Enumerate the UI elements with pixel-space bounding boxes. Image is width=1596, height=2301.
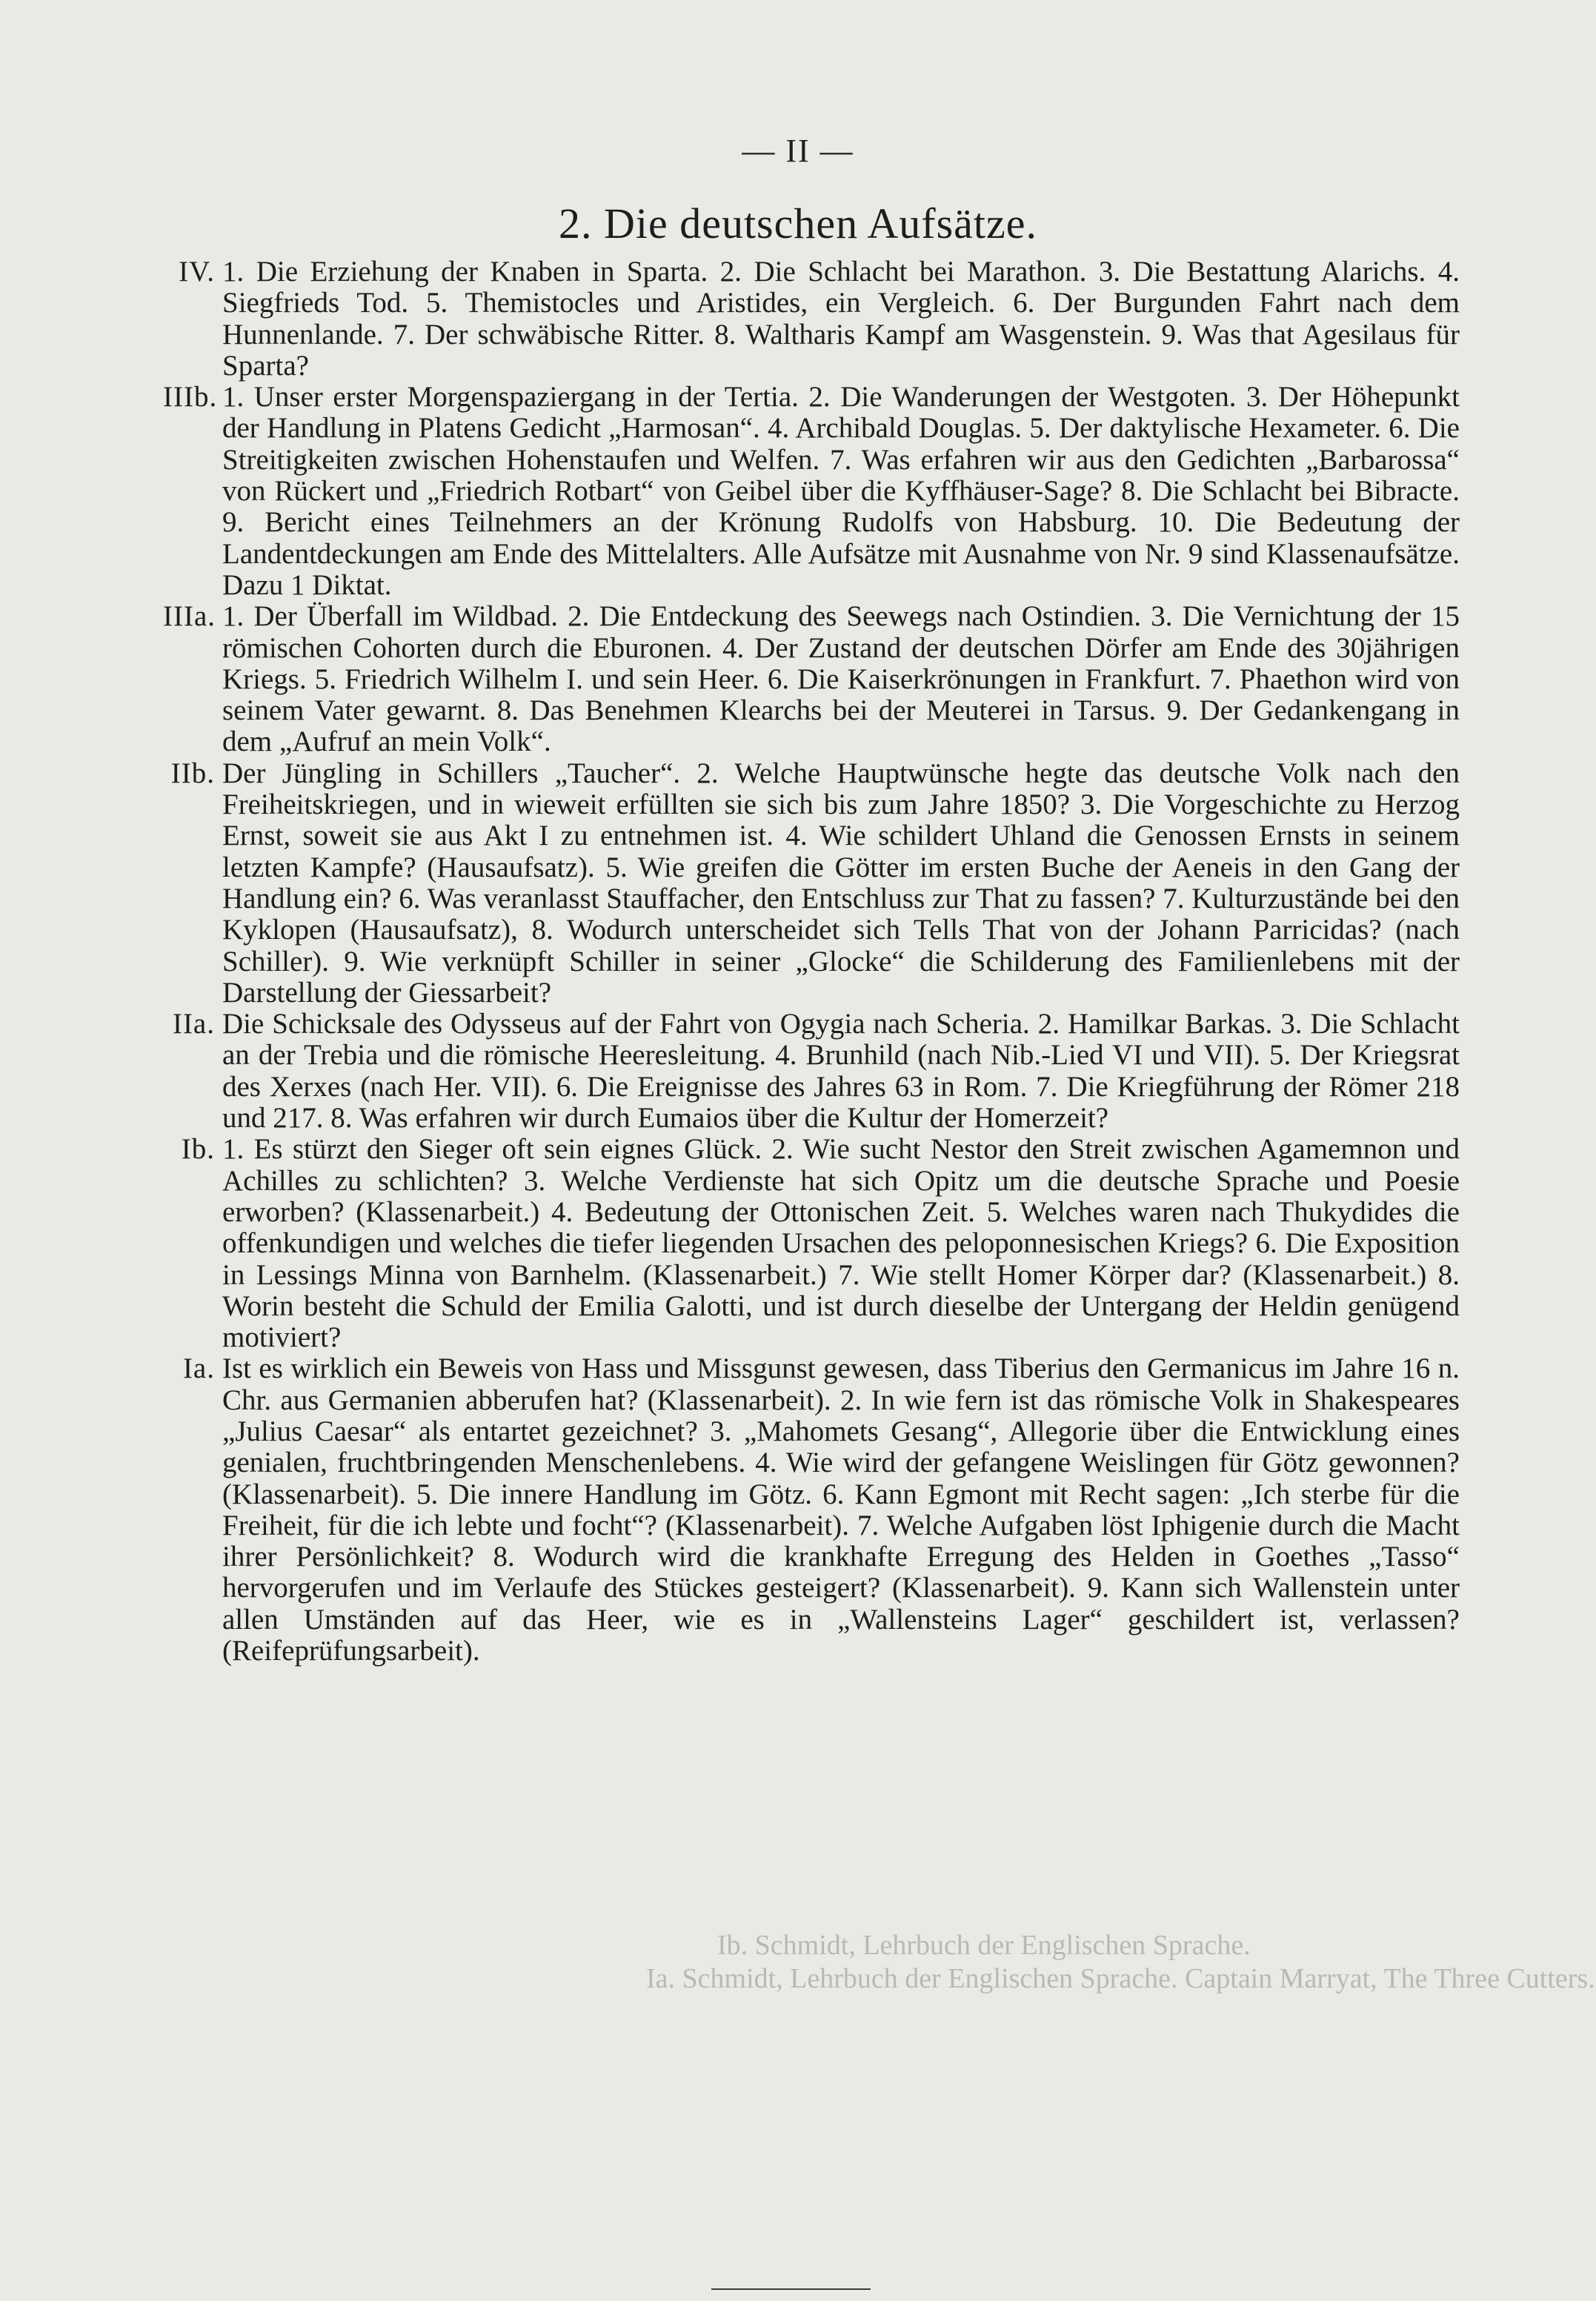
grade-label: Ia. [182, 1352, 215, 1385]
grade-label: IIa. [172, 1008, 215, 1040]
essay-list [163, 256, 1460, 1667]
grade-label: IV. [179, 256, 215, 288]
bleed-through-text-1: Ib. Schmidt, Lehrbuch der Englischen Sprache. [717, 1930, 1251, 1961]
section-title: 2. Die deutschen Aufsätze. [558, 199, 1038, 248]
closing-rule [711, 2288, 871, 2290]
entry-iv [167, 256, 1460, 382]
entry-iib [167, 758, 1460, 1009]
entry-iiib [163, 381, 1460, 601]
entry-text: Die Schicksale des Odysseus auf der Fahrt von Ogygia nach Scheria. 2. Hamilkar Barkas. 3. Die Schlacht an der Trebia und die römische Heeresleitung. 4. Brunhild (nach Nib.-Lied VI und VII). 5. Der Kriegsrat des Xerxes (nach Her. VII). 6. Die Ereignisse des Jahres 63 in Rom. 7. Die Kriegführung der Römer 218 und 217. 8. Was erfahren wir durch Eumaios über die Kultur der Homerzeit? [222, 1008, 1460, 1135]
entry-text: 1. Es stürzt den Sieger oft sein eignes Glück. 2. Wie sucht Nestor den Streit zwischen Agamemnon und Achilles zu schlichten? 3. Welche Verdienste hat sich Opitz um die deutsche Sprache und Poesie erworben? (Klassenarbeit.) 4. Bedeutung der Ottonischen Zeit. 5. Welches waren nach Thukydides die offenkundigen und welches die tiefer liegenden Ursachen des peloponnesischen Kriegs? 6. Die Exposition in Lessings Minna von Barnhelm. (Klassenarbeit.) 7. Wie stellt Homer Körper dar? (Klassenarbeit.) 8. Worin besteht die Schuld der Emilia Galotti, und ist durch dieselbe der Untergang der Heldin genügend motiviert? [222, 1133, 1460, 1354]
grade-label: IIb. [170, 757, 215, 789]
entry-text: Ist es wirklich ein Beweis von Hass und Missgunst gewesen, dass Tiberius den Germanicus im Jahre 16 n. Chr. aus Germanien abberufen hat? (Klassenarbeit). 2. In wie fern ist das römische Volk in Shakespeares „Julius Caesar“ als entartet gezeichnet? 3. „Mahomets Gesang“, Allegorie über die Entwicklung eines genialen, fruchtbringenden Menschenlebens. 4. Wie wird der gefangene Weislingen für Götz gewonnen? (Klassenarbeit). 5. Die innere Handlung im Götz. 6. Kann Egmont mit Recht sagen: „Ich sterbe für die Freiheit, für die ich lebte und focht“? (Klassenarbeit). 7. Welche Aufgaben löst Iphigenie durch die Macht ihrer Persönlichkeit? 8. Wodurch wird die krankhafte Erregung des Helden in Goethes „Tasso“ hervorgerufen und im Verlaufe des Stückes gesteigert? (Klassenarbeit). 9. Kann sich Wallenstein unter allen Umständen auf das Heer, wie es in „Wallensteins Lager“ geschildert ist, verlassen? (Reifeprüfungsarbeit). [222, 1352, 1460, 1667]
bleed-through-text-2: Ia. Schmidt, Lehrbuch der Englischen Sprache. Captain Marryat, The Three Cutters. [646, 1963, 1595, 1994]
entry-text: 1. Unser erster Morgenspaziergang in der Tertia. 2. Die Wanderungen der Westgoten. 3. Der Höhepunkt der Handlung in Platens Gedicht „Harmosan“. 4. Archibald Douglas. 5. Der daktylische Hexameter. 6. Die Streitigkeiten zwischen Hohenstaufen und Welfen. 7. Was erfahren wir aus den Gedichten „Barbarossa“ von Rückert und „Friedrich Rotbart“ von Geibel über die Kyffhäuser-Sage? 8. Die Schlacht bei Bibracte. 9. Bericht eines Teilnehmers an der Krönung Rudolfs von Habsburg. 10. Die Bedeutung der Landentdeckungen am Ende des Mittelalters. Alle Aufsätze mit Ausnahme von Nr. 9 sind Klassenaufsätze. Dazu 1 Diktat. [222, 381, 1460, 601]
entry-text: 1. Der Überfall im Wildbad. 2. Die Entdeckung des Seewegs nach Ostindien. 3. Die Vernichtung der 15 römischen Cohorten durch die Eburonen. 4. Der Zustand der deutschen Dörfer am Ende des 30jährigen Kriegs. 5. Friedrich Wilhelm I. und sein Heer. 6. Die Kaiserkrönungen in Frankfurt. 7. Phaethon wird von seinem Vater gewarnt. 8. Das Benehmen Klearchs bei der Meuterei in Tarsus. 9. Der Gedankengang in dem „Aufruf an mein Volk“. [222, 600, 1460, 758]
entry-ia [167, 1353, 1460, 1667]
grade-label: IIIb. [163, 381, 218, 414]
page-number: — II — [742, 133, 854, 169]
entry-text: Der Jüngling in Schillers „Taucher“. 2. Welche Hauptwünsche hegte das deutsche Volk nach den Freiheitskriegen, und in wieweit erfüllten sie sich bis zum Jahre 1850? 3. Die Vorgeschichte zu Herzog Ernst, soweit sie aus Akt I zu entnehmen ist. 4. Wie schildert Uhland die Genossen Ernsts in seinem letzten Kampfe? (Hausaufsatz). 5. Wie greifen die Götter im ersten Buche der Aeneis in den Gang der Handlung ein? 6. Was veranlasst Stauffacher, den Entschluss zur That zu fassen? 7. Kulturzustände bei den Kyklopen (Hausaufsatz), 8. Wodurch unterscheidet sich Tells That von der Johann Parricidas? (nach Schiller). 9. Wie verknüpft Schiller in seiner „Glocke“ die Schilderung des Familienlebens mit der Darstellung der Giessarbeit? [222, 757, 1460, 1009]
entry-iiia [163, 600, 1460, 758]
entry-ib [167, 1134, 1460, 1353]
grade-label: IIIa. [163, 600, 216, 633]
entry-iia [167, 1009, 1460, 1134]
entry-text: 1. Die Erziehung der Knaben in Sparta. 2. Die Schlacht bei Marathon. 3. Die Bestattung Alarichs. 4. Siegfrieds Tod. 5. Themistocles und Aristides, ein Vergleich. 6. Der Burgunden Fahrt nach dem Hunnenlande. 7. Der schwäbische Ritter. 8. Waltharis Kampf am Wasgenstein. 9. Was that Agesilaus für Sparta? [222, 256, 1460, 382]
grade-label: Ib. [181, 1133, 215, 1166]
